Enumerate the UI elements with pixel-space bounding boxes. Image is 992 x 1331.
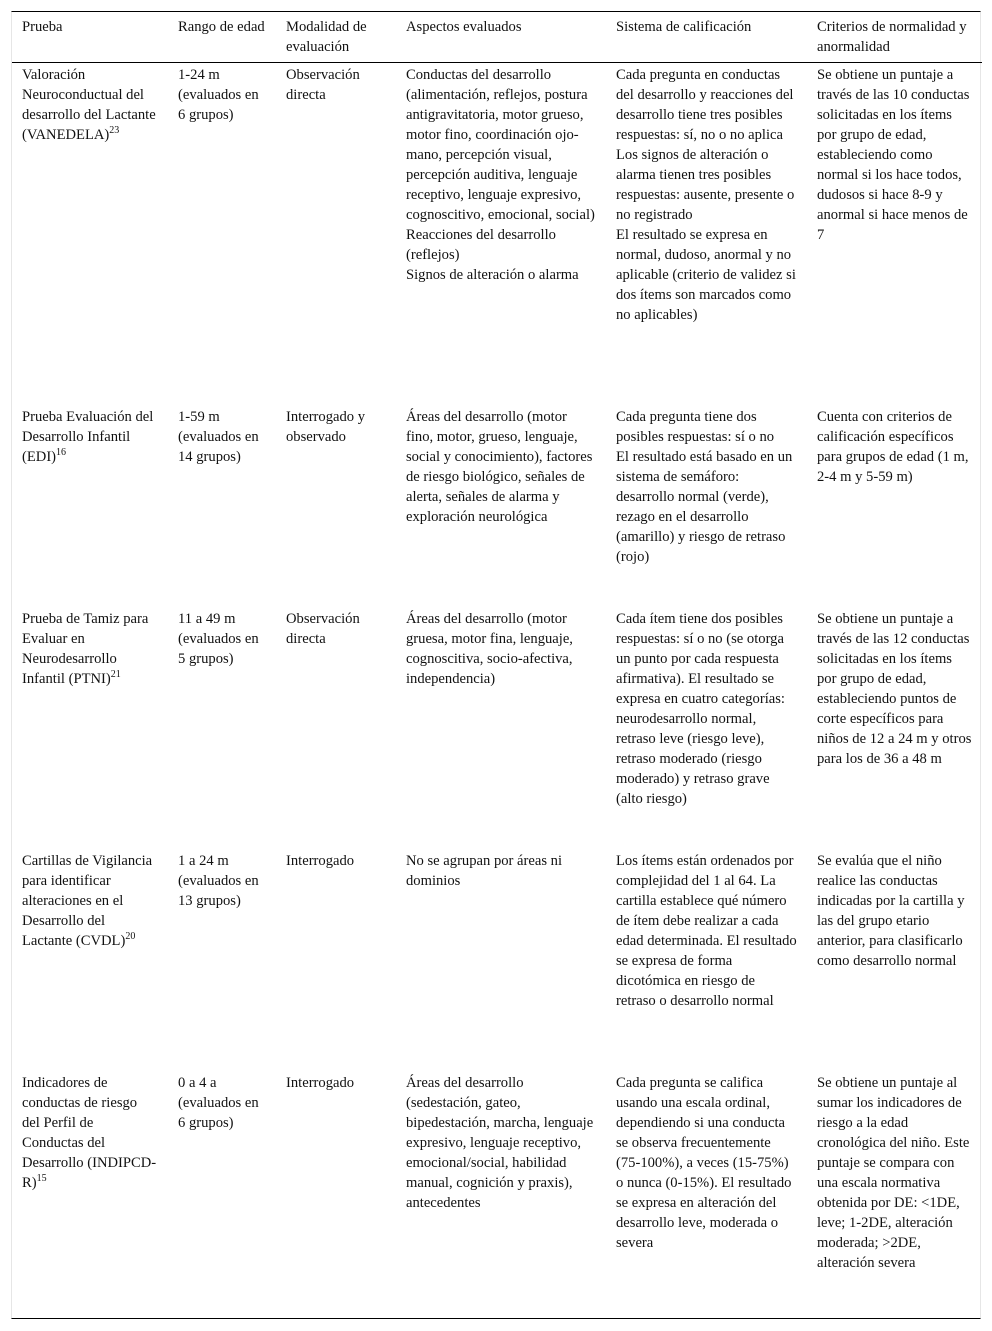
developmental-tests-table [12, 12, 982, 1313]
cell-rango: 1-59 m (evaluados en 14 grupos) [178, 408, 259, 465]
cell-criterios: Se obtiene un puntaje a través de las 12 conductas solicitadas en los ítems por grupo de edad, estableciendo puntos de corte específicos para niños de 12 a 24 m y otros para los de 36 a 48 m [817, 610, 972, 767]
cell-criterios: Se obtiene un puntaje al sumar los indicadores de riesgo a la edad cronológica del niño. Este puntaje se compara con una escala normativa obtenida por DE: <1DE, leve; 1-2DE, alteración moderada; >2DE, alteración severa [817, 1074, 970, 1271]
table-container [11, 11, 981, 1319]
cell-aspectos: Conductas del desarrollo (alimentación, reflejos, postura antigravitatoria, motor grueso, motor fino, coordinación ojo-mano, percepción visual, percepción auditiva, lenguaje receptivo, lenguaje expresivo, cognoscitivo, emocional, social) Reacciones del desarrollo (reflejos) Signos de alteración o alarma [406, 67, 595, 283]
cell-aspectos: No se agrupan por áreas ni dominios [406, 852, 563, 889]
header-row [12, 12, 982, 63]
header-prueba: Prueba [22, 19, 63, 35]
reference-number: 21 [110, 668, 121, 680]
cell-modalidad: Interrogado [286, 1074, 355, 1091]
cell-modalidad: Interrogado y observado [286, 408, 366, 445]
cell-modalidad: Interrogado [286, 852, 355, 869]
cell-modalidad: Observación directa [286, 610, 360, 647]
header-modalidad: Modalidad de evaluación [286, 19, 367, 55]
cell-aspectos: Áreas del desarrollo (motor gruesa, motor fina, lenguaje, cognoscitiva, socio-afectiva, independencia) [406, 610, 573, 687]
test-name: Indicadores de conductas de riesgo del Perfil de Conductas del Desarrollo (INDIPCD-R) [22, 1074, 157, 1191]
reference-number: 23 [109, 125, 120, 137]
cell-sistema: Los ítems están ordenados por complejidad del 1 al 64. La cartilla establece qué número de ítem debe realizar a cada edad determinada. El resultado se expresa de forma dicotómica en riesgo de retraso o desarrollo normal [616, 852, 797, 1009]
header-criterios: Criterios de normalidad y anormalidad [817, 19, 967, 55]
cell-criterios: Se obtiene un puntaje a través de las 10 conductas solicitadas en los ítems por grupo de edad, estableciendo como normal si los hace todos, dudosos si hace 8-9 y anormal si hace menos de 7 [817, 67, 970, 243]
cell-rango: 0 a 4 a (evaluados en 6 grupos) [178, 1074, 259, 1131]
test-name: Prueba de Tamiz para Evaluar en Neurodesarrollo Infantil (PTNI) [22, 610, 149, 687]
header-rango: Rango de edad [178, 19, 265, 35]
test-name: Cartillas de Vigilancia para identificar alteraciones en el Desarrollo del Lactante (CVDL) [22, 852, 153, 949]
cell-aspectos: Áreas del desarrollo (sedestación, gateo, bipedestación, marcha, lenguaje expresivo, lenguaje receptivo, emocional/social, habilidad manual, cognición y praxis), antecedentes [406, 1074, 594, 1211]
reference-number: 15 [36, 1172, 47, 1184]
test-name: Prueba Evaluación del Desarrollo Infantil (EDI) [22, 408, 154, 465]
cell-criterios: Se evalúa que el niño realice las conductas indicadas por la cartilla y las del grupo etario anterior, para clasificarlo como desarrollo normal [817, 852, 965, 969]
table-row [12, 849, 982, 1071]
table-row [12, 405, 982, 607]
reference-number: 16 [56, 446, 67, 458]
cell-sistema: Cada pregunta en conductas del desarrollo y reacciones del desarrollo tiene tres posibles respuestas: sí, no o no aplica Los signos de alteración o alarma tienen tres posibles respuestas: ausente, presente o no registrado El resultado se expresa en normal, dudoso, anormal y no aplicable (criterio de validez si dos ítems son marcados como no aplicables) [616, 67, 796, 323]
cell-prueba [12, 607, 168, 849]
test-name: Valoración Neuroconductual del desarrollo del Lactante (VANEDELA) [22, 67, 156, 143]
cell-sistema: Cada pregunta tiene dos posibles respuestas: sí o no El resultado está basado en un sistema de semáforo: desarrollo normal (verde), rezago en el desarrollo (amarillo) y riesgo de retraso (rojo) [616, 408, 793, 565]
cell-sistema: Cada ítem tiene dos posibles respuestas: sí o no (se otorga un punto por cada respuesta afirmativa). El resultado se expresa en cuatro categorías: neurodesarrollo normal, retraso leve (riesgo leve), retraso moderado (riesgo moderado) y retraso grave (alto riesgo) [616, 610, 785, 807]
cell-criterios: Cuenta con criterios de calificación específicos para grupos de edad (1 m, 2-4 m y 5-59 m) [817, 408, 969, 485]
cell-prueba [12, 405, 168, 607]
cell-prueba [12, 849, 168, 1071]
table-row [12, 607, 982, 849]
cell-rango: 11 a 49 m (evaluados en 5 grupos) [178, 610, 259, 667]
cell-rango: 1-24 m (evaluados en 6 grupos) [178, 67, 259, 123]
cell-aspectos: Áreas del desarrollo (motor fino, motor, grueso, lenguaje, social y conocimiento), factores de riesgo biológico, señales de alerta, señales de alarma y exploración neurológica [406, 408, 593, 525]
cell-prueba [12, 1071, 168, 1313]
table-row [12, 1071, 982, 1313]
header-sistema: Sistema de calificación [616, 19, 752, 35]
cell-sistema: Cada pregunta se califica usando una escala ordinal, dependiendo si una conducta se observa frecuentemente (75-100%), a veces (15-75%) o nunca (0-15%). El resultado se expresa en alteración del desarrollo leve, moderada o severa [616, 1074, 792, 1251]
table-header [12, 12, 982, 63]
cell-modalidad: Observación directa [286, 67, 360, 103]
cell-rango: 1 a 24 m (evaluados en 13 grupos) [178, 852, 259, 909]
cell-prueba [12, 63, 168, 405]
header-aspectos: Aspectos evaluados [406, 19, 522, 35]
reference-number: 20 [125, 930, 136, 942]
table-row [12, 63, 982, 405]
